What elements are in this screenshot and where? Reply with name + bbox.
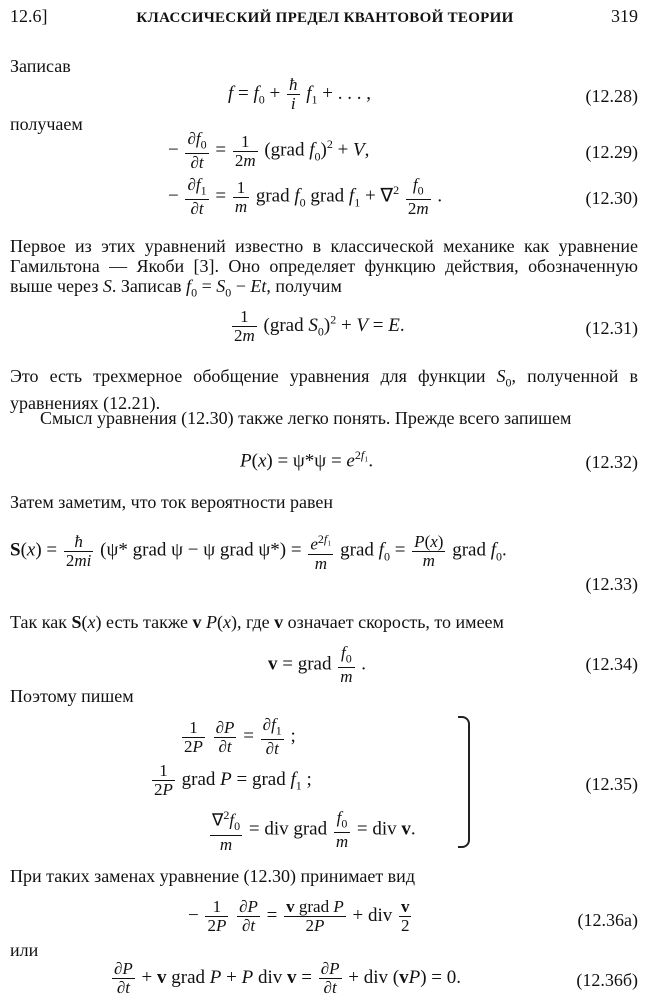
paragraph-write: Поэтому пишем	[10, 686, 134, 706]
eq-number-12-28: (12.28)	[585, 86, 638, 106]
paragraph-generalization: Это есть трехмерное обобщение уравнения для функции $S_0$, полученной в уравнениях (12.21).	[10, 366, 639, 413]
paragraph-velocity: Так как S(x) есть также v P(x), где v означает скорость, то имеем	[10, 612, 504, 632]
formula-12-30: − $\frac{\partial f_1}{\partial t}$ = $\frac{1}{m}$ grad $f_0$ grad $f_1 + \nabla^2$ $\frac{f_0}{2m}$ .	[168, 175, 443, 219]
formula-12-35-line3: $\frac{\nabla^2f_0}{m}$ = div grad $\frac{f_0}{m}$ = div v.	[212, 807, 416, 855]
eq-number-12-34: (12.34)	[585, 654, 638, 674]
formula-12-31: $\frac{1}{2m}$ (grad $S_0)^2 + V = E$.	[234, 307, 405, 345]
formula-12-35-line1: $\frac{1}{2P}$ $\frac{\partial P}{\partial t}$ = $\frac{\partial f_1}{\partial t}$ ;	[184, 715, 296, 759]
formula-12-34: v = grad $\frac{f_0}{m}$ .	[268, 643, 367, 687]
eq-number-12-33: (12.33)	[585, 574, 638, 594]
paragraph-meaning: Смысл уравнения (12.30) также легко понять. Прежде всего запишем	[40, 408, 572, 428]
formula-12-33: S(x) = $\frac{ħ}{2mi}$ (ψ* grad ψ − ψ grad ψ*) = $\frac{e^{2f_1}}{m}$ grad $f_0$ = $\frac{P(x)}{m}$ grad $f_0$.	[10, 531, 507, 573]
formula-12-36b: $\frac{\partial P}{\partial t}$ + v grad P + P div v = $\frac{\partial P}{\partial t}$ + div (vP) = 0.	[114, 959, 461, 997]
eq-number-12-29: (12.29)	[585, 142, 638, 162]
paragraph-current: Затем заметим, что ток вероятности равен	[10, 492, 333, 512]
formula-12-29: − $\frac{\partial f_0}{\partial t}$ = $\frac{1}{2m}$ (grad $f_0)^2 + V$,	[168, 129, 370, 173]
eq-number-12-32: (12.32)	[585, 452, 638, 472]
eq-number-12-35: (12.35)	[585, 774, 638, 794]
formula-12-36a: − $\frac{1}{2P}$ $\frac{\partial P}{\partial t}$ = v grad P 2P + div $\frac{v}{2}$	[188, 897, 410, 935]
running-title: КЛАССИЧЕСКИЙ ПРЕДЕЛ КВАНТОВОЙ ТЕОРИИ	[136, 10, 514, 26]
eq-number-12-36b: (12.36б)	[576, 970, 638, 990]
formula-12-32: $P(x) = \psi*\psi = e^{2f_1}$.	[240, 448, 374, 472]
formula-12-28: $f = f_0$ + $\frac{ħ}{i}$ $f_1$ + . . . ,	[228, 75, 371, 113]
eq-number-12-30: (12.30)	[585, 188, 638, 208]
eq-number-12-31: (12.31)	[585, 318, 638, 338]
text-ili: или	[10, 940, 39, 960]
right-brace	[458, 716, 470, 848]
eq-number-12-36a: (12.36а)	[577, 910, 638, 930]
paragraph-hamilton-jacobi: Первое из этих уравнений известно в классической механике как уравнение Гамильтона — Якоби [3]. Оно определяет функцию действия, обозначенную выше через S. Записав $f_0 = S_0 - Et$, получим	[10, 236, 638, 300]
text-poluchaem: получаем	[10, 114, 83, 134]
formula-12-35-line2: $\frac{1}{2P}$ grad P = grad $f_1$ ;	[154, 761, 312, 799]
text-zapisav: Записав	[10, 56, 71, 76]
section-number: 12.6]	[10, 6, 48, 26]
paragraph-substitution: При таких заменах уравнение (12.30) принимает вид	[10, 866, 415, 886]
page-number: 319	[611, 6, 638, 26]
